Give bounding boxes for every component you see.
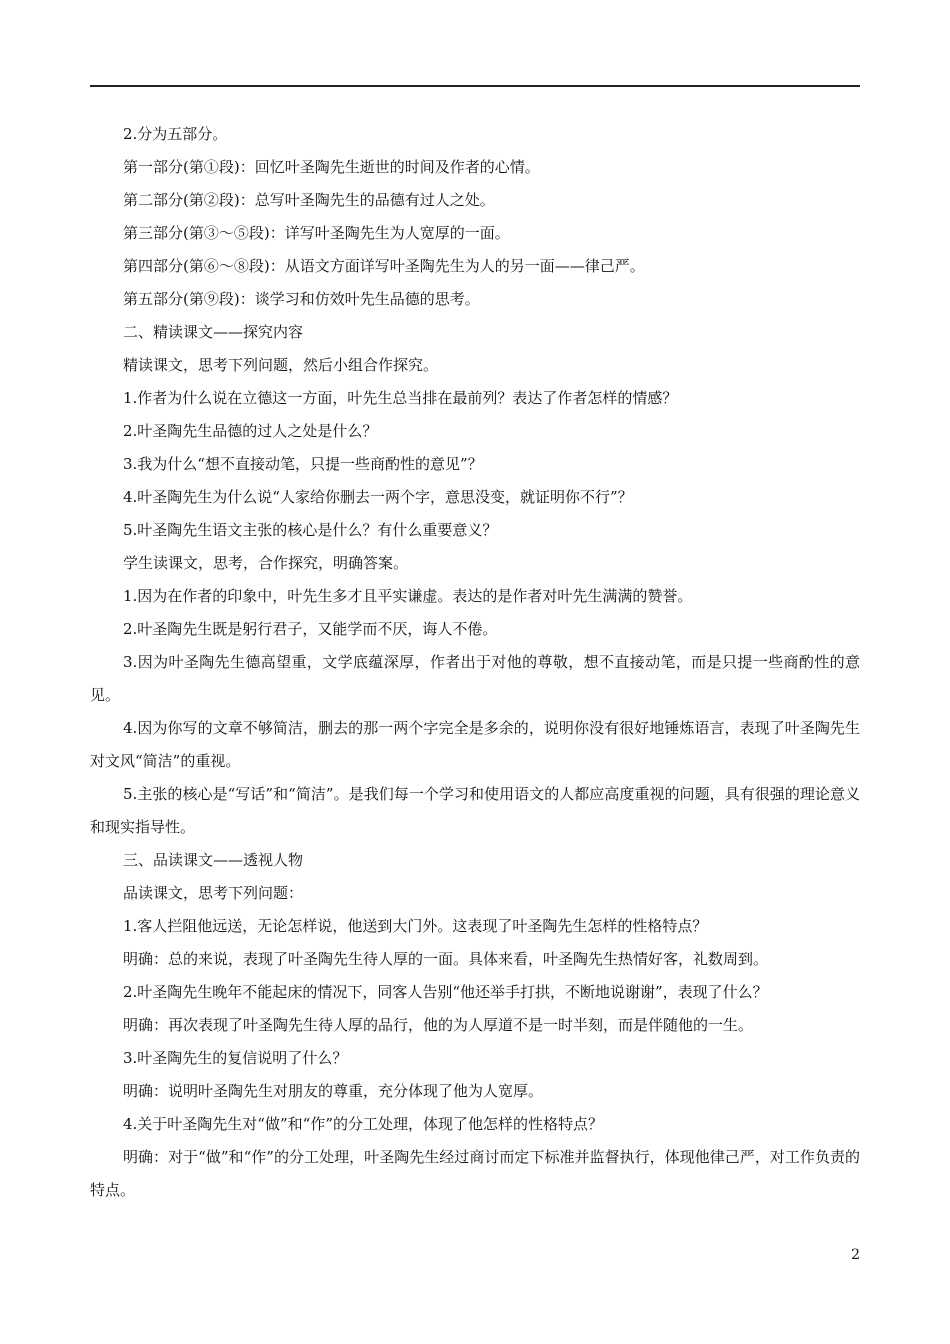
question: 2.叶圣陶先生晚年不能起床的情况下，同客人告别“他还举手打拱，不断地说谢谢”，表现了什么？: [123, 983, 768, 1001]
paragraph: 2.分为五部分。: [123, 125, 228, 143]
answer: 3.因为叶圣陶先生德高望重，文学底蕴深厚，作者出于对他的尊敬，想不直接动笔，而是只提一些商酌性的意见。: [90, 653, 860, 704]
document-body: [90, 118, 860, 1207]
paragraph: 精读课文，思考下列问题，然后小组合作探究。: [123, 356, 439, 374]
answer: 明确：总的来说，表现了叶圣陶先生待人厚的一面。具体来看，叶圣陶先生热情好客，礼数周到。: [123, 950, 769, 968]
answer: 1.因为在作者的印象中，叶先生多才且平实谦虚。表达的是作者对叶先生满满的赞誉。: [123, 587, 693, 605]
question: 4.叶圣陶先生为什么说“人家给你删去一两个字，意思没变，就证明你不行”？: [123, 488, 633, 506]
header-rule: [90, 85, 860, 87]
question: 1.作者为什么说在立德这一方面，叶先生总当排在最前列？表达了作者怎样的情感？: [123, 389, 678, 407]
paragraph: 品读课文，思考下列问题：: [123, 884, 304, 902]
question: 3.我为什么“想不直接动笔，只提一些商酌性的意见”？: [123, 455, 483, 473]
answer: 5.主张的核心是“写话”和“简洁”。是我们每一个学习和使用语文的人都应高度重视的问题，具有很强的理论意义和现实指导性。: [90, 785, 860, 836]
question: 5.叶圣陶先生语文主张的核心是什么？有什么重要意义？: [123, 521, 498, 539]
section-heading: 三、品读课文——透视人物: [123, 851, 304, 869]
paragraph: 学生读课文，思考，合作探究，明确答案。: [123, 554, 409, 572]
answer: 明确：说明叶圣陶先生对朋友的尊重，充分体现了他为人宽厚。: [123, 1082, 544, 1100]
page-number: 2: [851, 1247, 860, 1263]
answer: 2.叶圣陶先生既是躬行君子，又能学而不厌，诲人不倦。: [123, 620, 498, 638]
answer: 4.因为你写的文章不够简洁，删去的那一两个字完全是多余的，说明你没有很好地锤炼语言，表现了叶圣陶先生对文风“简洁”的重视。: [90, 719, 860, 770]
answer: 明确：再次表现了叶圣陶先生待人厚的品行，他的为人厚道不是一时半刻，而是伴随他的一生。: [123, 1016, 754, 1034]
paragraph: 第三部分(第③～⑤段)：详写叶圣陶先生为人宽厚的一面。: [123, 224, 510, 242]
paragraph: 第一部分(第①段)：回忆叶圣陶先生逝世的时间及作者的心情。: [123, 158, 540, 176]
question: 2.叶圣陶先生品德的过人之处是什么？: [123, 422, 378, 440]
section-heading: 二、精读课文——探究内容: [123, 323, 304, 341]
paragraph: 第五部分(第⑨段)：谈学习和仿效叶先生品德的思考。: [123, 290, 480, 308]
answer: 明确：对于“做”和“作”的分工处理，叶圣陶先生经过商讨而定下标准并监督执行，体现他律己严，对工作负责的特点。: [90, 1148, 860, 1199]
question: 3.叶圣陶先生的复信说明了什么？: [123, 1049, 348, 1067]
question: 1.客人拦阻他远送，无论怎样说，他送到大门外。这表现了叶圣陶先生怎样的性格特点？: [123, 917, 708, 935]
question: 4.关于叶圣陶先生对“做”和“作”的分工处理，体现了他怎样的性格特点？: [123, 1115, 603, 1133]
paragraph: 第四部分(第⑥～⑧段)：从语文方面详写叶圣陶先生为人的另一面——律己严。: [123, 257, 645, 275]
paragraph: 第二部分(第②段)：总写叶圣陶先生的品德有过人之处。: [123, 191, 495, 209]
